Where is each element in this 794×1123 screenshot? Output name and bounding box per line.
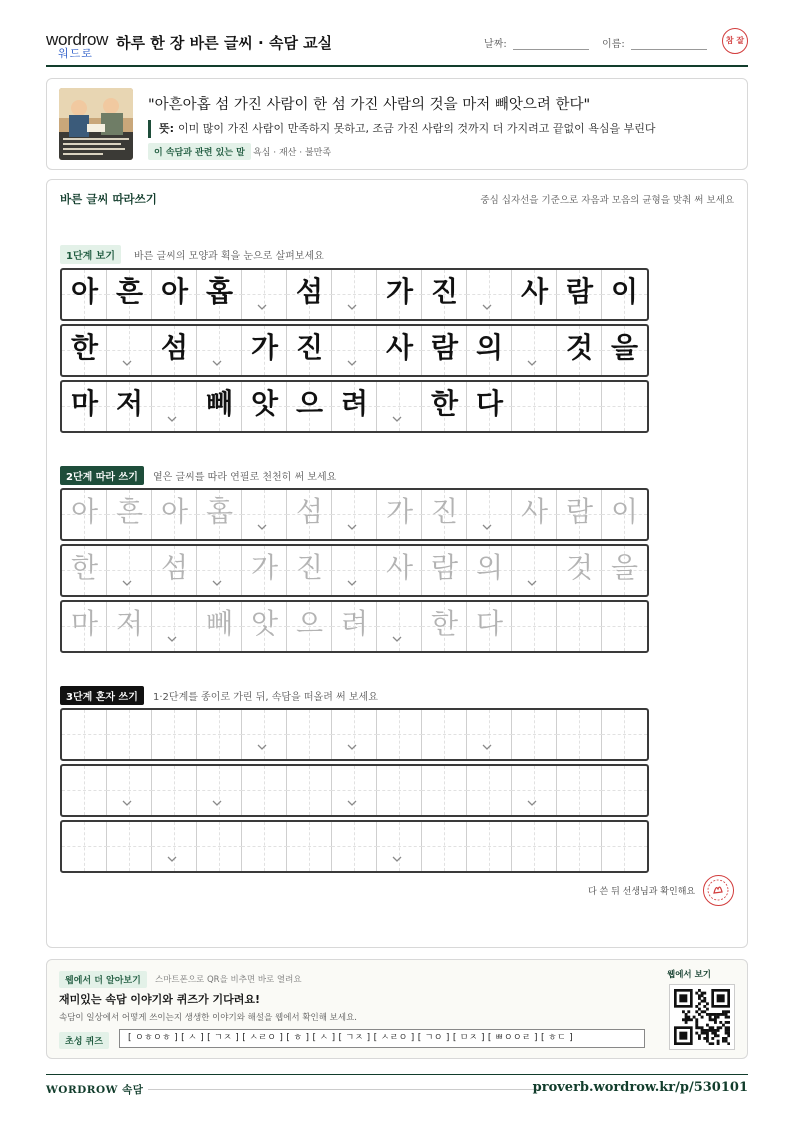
writing-cell xyxy=(197,490,242,539)
writing-cell xyxy=(242,326,287,375)
writing-row[interactable] xyxy=(60,820,649,873)
date-label: 날짜: xyxy=(484,39,507,50)
writing-cell[interactable] xyxy=(62,710,107,759)
writing-cell xyxy=(602,602,647,651)
writing-cell xyxy=(557,270,602,319)
writing-cell[interactable] xyxy=(62,766,107,815)
letter: 사 xyxy=(385,331,414,364)
writing-cell[interactable] xyxy=(287,822,332,871)
writing-cell[interactable] xyxy=(422,710,467,759)
writing-cell[interactable] xyxy=(332,710,377,759)
writing-cell[interactable] xyxy=(107,822,152,871)
footer-url[interactable]: proverb.wordrow.kr/p/530101 xyxy=(532,1080,748,1095)
letter: 아 xyxy=(70,275,99,308)
writing-cell[interactable] xyxy=(602,710,647,759)
writing-cell[interactable] xyxy=(512,766,557,815)
letter: 흔 xyxy=(115,495,144,528)
writing-cell xyxy=(422,602,467,651)
writing-cell[interactable] xyxy=(107,766,152,815)
letter: 홉 xyxy=(205,275,234,308)
writing-cell xyxy=(422,382,467,431)
writing-cell xyxy=(467,546,512,595)
writing-cell xyxy=(377,326,422,375)
writing-cell xyxy=(332,270,377,319)
footer-divider xyxy=(46,1074,748,1075)
space-mark-icon xyxy=(347,358,357,368)
stage-2-label: 2단계 따라 쓰기 xyxy=(60,466,144,485)
space-mark-icon xyxy=(347,302,357,312)
writing-cell xyxy=(62,270,107,319)
page-header xyxy=(46,26,748,62)
writing-cell xyxy=(107,546,152,595)
writing-cell xyxy=(287,602,332,651)
writing-cell xyxy=(287,546,332,595)
writing-cell xyxy=(557,326,602,375)
header-divider xyxy=(46,65,748,67)
writing-cell[interactable] xyxy=(107,710,152,759)
writing-cell xyxy=(557,602,602,651)
letter: 한 xyxy=(70,551,99,584)
letter: 이 xyxy=(610,275,639,308)
writing-row xyxy=(60,268,649,321)
writing-cell[interactable] xyxy=(467,822,512,871)
letter: 한 xyxy=(430,607,459,640)
space-mark-icon xyxy=(257,302,267,312)
writing-cell xyxy=(467,490,512,539)
practice-hint: 중심 십자선을 기준으로 자음과 모음의 균형을 맞춰 써 보세요 xyxy=(480,195,734,206)
date-line xyxy=(513,49,589,50)
space-mark-icon xyxy=(257,742,267,752)
letter: 으 xyxy=(295,607,324,640)
meaning-label: 뜻: xyxy=(159,122,175,135)
web-more-desc: 스마트폰으로 QR을 비추면 바로 열려요 xyxy=(155,975,302,985)
writing-cell xyxy=(332,326,377,375)
praise-stamp-icon: 참 잘 xyxy=(722,28,748,54)
space-mark-icon xyxy=(347,578,357,588)
writing-cell xyxy=(602,490,647,539)
letter: 람 xyxy=(565,495,594,528)
letter: 한 xyxy=(430,387,459,420)
writing-cell xyxy=(197,382,242,431)
writing-cell[interactable] xyxy=(377,822,422,871)
space-mark-icon xyxy=(212,578,222,588)
letter: 다 xyxy=(475,607,504,640)
teacher-check-text: 다 쓴 뒤 선생님과 확인해요 xyxy=(588,887,696,897)
writing-cell xyxy=(152,270,197,319)
writing-cell[interactable] xyxy=(422,822,467,871)
qr-code-icon[interactable] xyxy=(669,984,735,1050)
writing-cell[interactable] xyxy=(242,766,287,815)
writing-cell[interactable] xyxy=(197,766,242,815)
writing-cell xyxy=(422,490,467,539)
proverb-meaning xyxy=(148,120,656,138)
space-mark-icon xyxy=(347,798,357,808)
space-mark-icon xyxy=(167,854,177,864)
space-mark-icon xyxy=(527,578,537,588)
letter: 진 xyxy=(295,551,324,584)
writing-cell xyxy=(197,546,242,595)
writing-cell xyxy=(197,326,242,375)
writing-cell xyxy=(287,490,332,539)
meaning-text: 이미 많이 가진 사람이 만족하지 못하고, 조금 가진 사람의 것까지 더 가지려고 끝없이 욕심을 부린다 xyxy=(178,122,656,135)
letter: 을 xyxy=(610,551,639,584)
writing-cell xyxy=(242,546,287,595)
writing-cell xyxy=(62,382,107,431)
logo-kr-text: 워드로 xyxy=(58,47,93,60)
writing-cell xyxy=(107,382,152,431)
writing-cell[interactable] xyxy=(152,766,197,815)
writing-cell xyxy=(512,270,557,319)
writing-cell[interactable] xyxy=(152,710,197,759)
writing-cell xyxy=(152,602,197,651)
writing-row xyxy=(60,324,649,377)
writing-cell[interactable] xyxy=(287,710,332,759)
letter: 람 xyxy=(430,551,459,584)
writing-cell xyxy=(602,270,647,319)
writing-cell xyxy=(332,546,377,595)
writing-cell[interactable] xyxy=(467,766,512,815)
writing-cell xyxy=(62,490,107,539)
space-mark-icon xyxy=(122,578,132,588)
practice-title: 바른 글씨 따라쓰기 xyxy=(60,192,157,206)
letter: 가 xyxy=(385,275,414,308)
chosung-quiz: [ ㅇㅎㅇㅎ ] [ ㅅ ] [ ㄱㅈ ] [ ㅅㄹㅇ ] [ ㅎ ] [ ㅅ ] [ ㄱㅈ ] [ ㅅㄹㅇ ] [ ㄱㅇ ] [ ㅁㅈ ] [ ㅃㅇㅇㄹ ] [ ㅎㄷ ] xyxy=(119,1029,645,1048)
writing-cell xyxy=(467,382,512,431)
writing-cell xyxy=(602,546,647,595)
writing-cell[interactable] xyxy=(287,766,332,815)
teacher-stamp-icon xyxy=(703,875,734,906)
writing-row xyxy=(60,488,649,541)
letter: 것 xyxy=(565,551,594,584)
stage-1-desc: 바른 글씨의 모양과 획을 눈으로 살펴보세요 xyxy=(134,251,324,262)
writing-cell xyxy=(242,602,287,651)
space-mark-icon xyxy=(482,742,492,752)
writing-cell xyxy=(422,270,467,319)
stage-2-desc: 옅은 글씨를 따라 연필로 천천히 써 보세요 xyxy=(153,472,337,483)
letter: 사 xyxy=(520,275,549,308)
space-mark-icon xyxy=(347,522,357,532)
letter: 아 xyxy=(70,495,99,528)
letter: 진 xyxy=(430,495,459,528)
writing-cell xyxy=(422,546,467,595)
space-mark-icon xyxy=(122,798,132,808)
letter: 앗 xyxy=(250,607,279,640)
date-field[interactable] xyxy=(484,35,589,50)
writing-cell xyxy=(152,546,197,595)
space-mark-icon xyxy=(122,358,132,368)
writing-cell xyxy=(332,602,377,651)
letter: 저 xyxy=(115,387,144,420)
writing-cell xyxy=(242,270,287,319)
letter: 가 xyxy=(385,495,414,528)
writing-cell[interactable] xyxy=(62,822,107,871)
writing-cell xyxy=(557,490,602,539)
writing-row xyxy=(60,380,649,433)
space-mark-icon xyxy=(482,302,492,312)
writing-row xyxy=(60,600,649,653)
writing-cell xyxy=(62,546,107,595)
writing-cell xyxy=(152,382,197,431)
space-mark-icon xyxy=(527,358,537,368)
writing-row[interactable] xyxy=(60,708,649,761)
writing-cell xyxy=(197,602,242,651)
writing-cell[interactable] xyxy=(422,766,467,815)
writing-cell xyxy=(332,382,377,431)
space-mark-icon xyxy=(167,414,177,424)
writing-cell xyxy=(62,602,107,651)
writing-cell xyxy=(107,270,152,319)
qr-title: 웹에서 보기 xyxy=(667,970,712,980)
space-mark-icon xyxy=(392,414,402,424)
writing-cell[interactable] xyxy=(557,766,602,815)
letter: 사 xyxy=(385,551,414,584)
proverb-card xyxy=(46,78,748,170)
writing-cell[interactable] xyxy=(602,766,647,815)
writing-cell[interactable] xyxy=(242,822,287,871)
space-mark-icon xyxy=(392,854,402,864)
letter: 려 xyxy=(340,607,369,640)
writing-cell xyxy=(422,326,467,375)
writing-cell xyxy=(557,546,602,595)
writing-cell xyxy=(557,382,602,431)
writing-cell[interactable] xyxy=(467,710,512,759)
writing-cell[interactable] xyxy=(377,710,422,759)
writing-cell xyxy=(512,326,557,375)
writing-cell xyxy=(602,382,647,431)
letter: 으 xyxy=(295,387,324,420)
writing-cell xyxy=(467,326,512,375)
writing-cell xyxy=(287,382,332,431)
web-description: 속담이 일상에서 어떻게 쓰이는지 생생한 이야기와 해설을 웹에서 확인해 보세요. xyxy=(59,1013,357,1023)
proverb-text: "아흔아홉 섬 가진 사람이 한 섬 가진 사람의 것을 마저 빼앗으려 한다" xyxy=(148,97,591,113)
writing-cell[interactable] xyxy=(197,710,242,759)
letter: 섬 xyxy=(160,331,189,364)
space-mark-icon xyxy=(527,798,537,808)
letter: 마 xyxy=(70,387,99,420)
letter: 한 xyxy=(70,331,99,364)
writing-cell xyxy=(512,546,557,595)
writing-cell[interactable] xyxy=(557,822,602,871)
letter: 아 xyxy=(160,495,189,528)
letter: 앗 xyxy=(250,387,279,420)
writing-cell[interactable] xyxy=(512,822,557,871)
letter: 것 xyxy=(565,331,594,364)
letter: 의 xyxy=(475,331,504,364)
writing-cell xyxy=(467,270,512,319)
letter: 진 xyxy=(295,331,324,364)
footer-line xyxy=(148,1089,538,1090)
writing-cell[interactable] xyxy=(332,822,377,871)
stage-3-label: 3단계 혼자 쓰기 xyxy=(60,686,144,705)
logo-text: wordrow xyxy=(46,30,109,49)
writing-row xyxy=(60,544,649,597)
letter: 섬 xyxy=(295,495,324,528)
writing-cell xyxy=(377,270,422,319)
letter: 섬 xyxy=(295,275,324,308)
space-mark-icon xyxy=(257,522,267,532)
stage-1-label: 1단계 보기 xyxy=(60,245,121,264)
space-mark-icon xyxy=(212,358,222,368)
wordrow-logo xyxy=(46,30,108,60)
writing-cell xyxy=(287,270,332,319)
letter: 저 xyxy=(115,607,144,640)
writing-cell xyxy=(242,382,287,431)
name-line xyxy=(631,49,707,50)
name-label: 이름: xyxy=(602,39,625,50)
writing-cell xyxy=(377,490,422,539)
writing-cell[interactable] xyxy=(152,822,197,871)
letter: 을 xyxy=(610,331,639,364)
writing-cell xyxy=(377,382,422,431)
letter: 람 xyxy=(430,331,459,364)
writing-cell xyxy=(62,326,107,375)
letter: 가 xyxy=(250,551,279,584)
letter: 흔 xyxy=(115,275,144,308)
letter: 빼 xyxy=(205,387,234,420)
writing-cell xyxy=(512,382,557,431)
space-mark-icon xyxy=(482,522,492,532)
writing-cell xyxy=(377,602,422,651)
writing-cell[interactable] xyxy=(557,710,602,759)
stage-3-desc: 1·2단계를 종이로 가린 뒤, 속담을 떠올려 써 보세요 xyxy=(153,692,378,703)
web-headline: 재미있는 속담 이야기와 퀴즈가 기다려요! xyxy=(59,993,260,1006)
writing-cell xyxy=(512,602,557,651)
letter: 다 xyxy=(475,387,504,420)
writing-cell xyxy=(467,602,512,651)
writing-cell[interactable] xyxy=(332,766,377,815)
writing-cell[interactable] xyxy=(197,822,242,871)
writing-cell xyxy=(242,490,287,539)
letter: 빼 xyxy=(205,607,234,640)
space-mark-icon xyxy=(167,634,177,644)
writing-cell[interactable] xyxy=(242,710,287,759)
writing-row[interactable] xyxy=(60,764,649,817)
letter: 마 xyxy=(70,607,99,640)
letter: 진 xyxy=(430,275,459,308)
writing-cell xyxy=(197,270,242,319)
writing-cell xyxy=(152,326,197,375)
writing-cell xyxy=(107,326,152,375)
quiz-label: 초성 퀴즈 xyxy=(59,1032,109,1049)
writing-cell[interactable] xyxy=(512,710,557,759)
writing-cell xyxy=(602,326,647,375)
letter: 사 xyxy=(520,495,549,528)
space-mark-icon xyxy=(392,634,402,644)
writing-cell xyxy=(107,490,152,539)
writing-cell[interactable] xyxy=(377,766,422,815)
letter: 람 xyxy=(565,275,594,308)
space-mark-icon xyxy=(347,742,357,752)
web-more-box xyxy=(46,959,748,1059)
web-more-tag: 웹에서 더 알아보기 xyxy=(59,971,147,988)
writing-cell[interactable] xyxy=(602,822,647,871)
writing-cell xyxy=(377,546,422,595)
writing-cell xyxy=(332,490,377,539)
footer-brand: WORDROW 속담 xyxy=(46,1084,144,1096)
name-field[interactable] xyxy=(602,35,707,50)
writing-cell xyxy=(152,490,197,539)
writing-cell xyxy=(512,490,557,539)
writing-cell xyxy=(287,326,332,375)
letter: 아 xyxy=(160,275,189,308)
related-words-tag: 이 속담과 관련 있는 말 xyxy=(148,143,251,160)
letter: 섬 xyxy=(160,551,189,584)
letter: 의 xyxy=(475,551,504,584)
letter: 가 xyxy=(250,331,279,364)
letter: 려 xyxy=(340,387,369,420)
letter: 이 xyxy=(610,495,639,528)
space-mark-icon xyxy=(212,798,222,808)
writing-cell xyxy=(107,602,152,651)
page-title: 하루 한 장 바른 글씨 · 속담 교실 xyxy=(116,34,333,52)
proverb-illustration xyxy=(59,88,133,160)
related-words: 욕심 · 재산 · 불만족 xyxy=(253,148,332,158)
letter: 홉 xyxy=(205,495,234,528)
